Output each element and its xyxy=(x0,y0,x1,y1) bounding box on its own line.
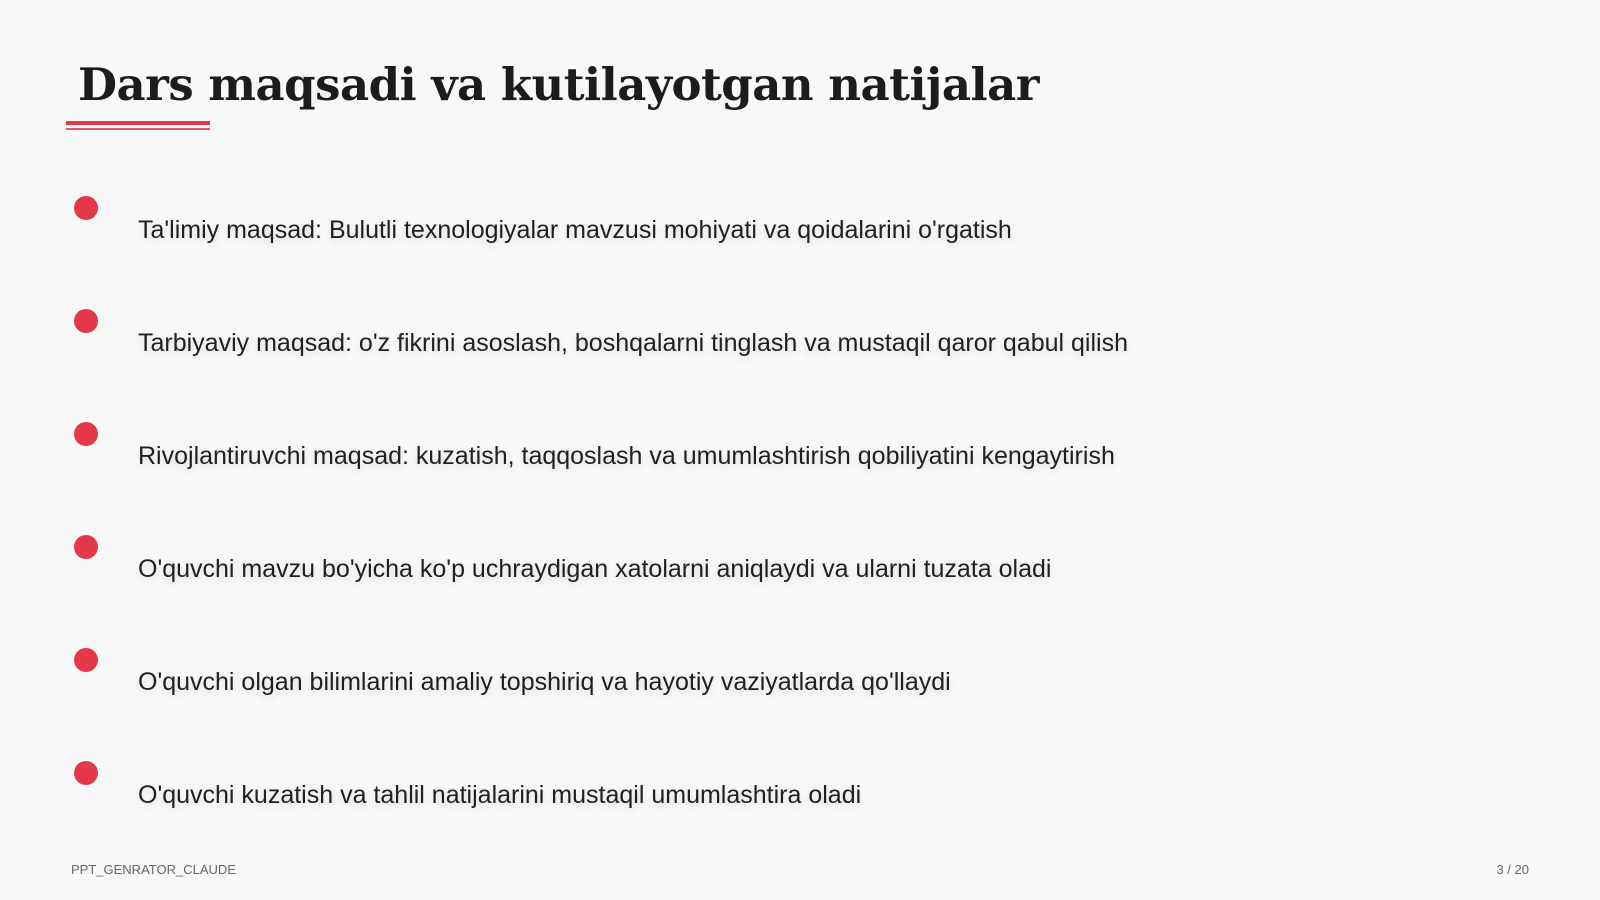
list-item xyxy=(0,535,1600,595)
bullet-dot-icon xyxy=(74,648,98,672)
bullet-dot-icon xyxy=(74,761,98,785)
list-item xyxy=(0,648,1600,708)
bullet-dot-icon xyxy=(74,422,98,446)
bullet-text: Rivojlantiruvchi maqsad: kuzatish, taqqoslash va umumlashtirish qobiliyatini kengaytirish xyxy=(138,442,1115,470)
bullet-dot-icon xyxy=(74,309,98,333)
bullet-text: Tarbiyaviy maqsad: o'z fikrini asoslash, boshqalarni tinglash va mustaqil qaror qabul qilish xyxy=(138,329,1128,357)
bullet-text: O'quvchi olgan bilimlarini amaliy topshiriq va hayotiy vaziyatlarda qo'llaydi xyxy=(138,668,951,696)
list-item xyxy=(0,761,1600,821)
footer-brand: PPT_GENRATOR_CLAUDE xyxy=(71,862,236,877)
bullet-dot-icon xyxy=(74,196,98,220)
bullet-text: Ta'limiy maqsad: Bulutli texnologiyalar mavzusi mohiyati va qoidalarini o'rgatish xyxy=(138,216,1012,244)
bullet-dot-icon xyxy=(74,535,98,559)
bullet-text: O'quvchi mavzu bo'yicha ko'p uchraydigan xatolarni aniqlaydi va ularni tuzata oladi xyxy=(138,555,1052,583)
bullet-text: O'quvchi kuzatish va tahlil natijalarini mustaqil umumlashtira oladi xyxy=(138,781,862,809)
page-indicator: 3 / 20 xyxy=(1496,862,1529,877)
list-item xyxy=(0,196,1600,256)
list-item xyxy=(0,309,1600,369)
slide-title: Dars maqsadi va kutilayotgan natijalar xyxy=(78,58,1039,111)
list-item xyxy=(0,422,1600,482)
